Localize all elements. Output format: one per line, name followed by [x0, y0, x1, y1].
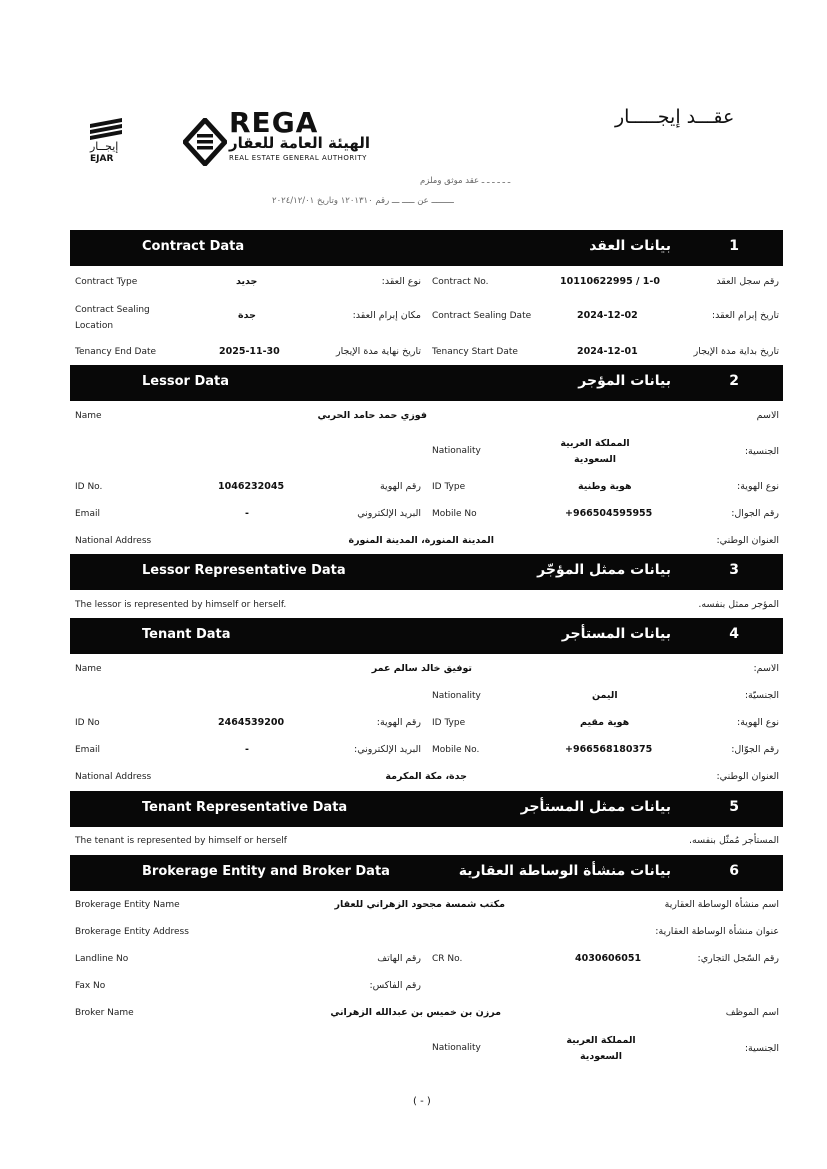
contract-type-value: جديد: [236, 276, 258, 287]
tenant-nationality-label-ar: الجنسيّة:: [744, 690, 779, 701]
section-title-ar: بيانات ممثل المؤجّر: [537, 562, 671, 578]
reference-line-1: ـ ـ ـ ـ ـ ـ عقد موثق وملزم: [420, 176, 511, 186]
broker-nationality-line1: المملكة العربية: [566, 1035, 636, 1046]
lessor-nationality-label: Nationality: [432, 446, 481, 456]
tenancy-start-label-ar: تاريخ بداية مدة الإيجار: [693, 346, 779, 357]
regal-logo: [183, 106, 393, 168]
lessor-id-type-value: هوية وطنية: [578, 481, 632, 492]
section-title-en: Contract Data: [142, 239, 245, 254]
lessor-id-label-ar: رقم الهوية: [379, 481, 421, 492]
broker-nationality-value: [566, 1033, 636, 1065]
lessor-rep-note: The lessor is represented by himself or herself.: [75, 600, 287, 610]
section-number: 2: [729, 373, 739, 389]
tenant-name-label: Name: [75, 664, 102, 674]
sealing-date-label-ar: تاريخ إبرام العقد:: [711, 310, 779, 321]
tenant-id-label: ID No: [75, 718, 100, 728]
tenant-id-label-ar: رقم الهوية:: [376, 717, 421, 728]
section-header-lessor: [70, 365, 783, 401]
lessor-email-label-ar: البريد الإلكتروني: [357, 508, 421, 519]
sealing-location-label: [75, 302, 165, 334]
lessor-address-value: المدينة المنورة، المدينة المنورة: [348, 535, 494, 546]
broker-nationality-label: Nationality: [432, 1043, 481, 1053]
tenant-name-label-ar: الاسم:: [753, 663, 779, 674]
tenant-name-value: توفيق خالد سالم عمر: [371, 663, 472, 674]
section-title-en: Brokerage Entity and Broker Data: [142, 864, 390, 879]
tenant-email-value: -: [245, 744, 249, 755]
tenant-id-value: 2464539200: [218, 717, 285, 728]
section-title-ar: بيانات منشأة الوساطة العقارية: [458, 863, 671, 879]
section-title-ar: بيانات العقد: [589, 238, 671, 254]
tenant-nationality-label: Nationality: [432, 691, 481, 701]
tenant-mobile-value: +966568180375: [565, 744, 653, 755]
brokerage-entity-name-label-ar: اسم منشأة الوساطة العقارية: [664, 899, 779, 910]
section-title-en: Tenant Representative Data: [142, 800, 348, 815]
lessor-id-type-label-ar: نوع الهوية:: [737, 481, 779, 492]
section-header-contract: [70, 230, 783, 266]
cr-label-ar: رقم السّجل التجاري:: [697, 953, 779, 964]
section-header-brokerage: [70, 855, 783, 891]
page-number: ( - ): [413, 1096, 431, 1107]
fax-label-ar: رقم الفاكس:: [369, 980, 421, 991]
brokerage-entity-address-label: Brokerage Entity Address: [75, 927, 189, 937]
ejar-logo: [84, 118, 128, 168]
contract-type-label: Contract Type: [75, 277, 138, 287]
section-number: 3: [729, 562, 739, 578]
section-number: 4: [729, 626, 739, 642]
fax-label: Fax No: [75, 981, 106, 991]
lessor-address-label: National Address: [75, 536, 152, 546]
sealing-date-label: Contract Sealing Date: [432, 311, 532, 321]
section-title-en: Lessor Data: [142, 374, 229, 389]
tenancy-start-label: Tenancy Start Date: [432, 347, 518, 357]
lessor-nationality-line2: السعودية: [573, 454, 616, 465]
section-header-lessor-rep: [70, 554, 783, 590]
broker-name-label: Broker Name: [75, 1008, 134, 1018]
section-title-en: Lessor Representative Data: [142, 563, 346, 578]
lessor-address-label-ar: العنوان الوطني:: [716, 535, 779, 546]
section-title-ar: بيانات ممثل المستأجر: [520, 799, 671, 815]
tenant-nationality-value: اليمن: [592, 690, 618, 701]
tenant-email-label: Email: [75, 745, 100, 755]
regal-english-name: REAL ESTATE GENERAL AUTHORITY: [229, 154, 367, 162]
lessor-mobile-value: +966504595955: [565, 508, 653, 519]
tenant-email-label-ar: البريد الإلكتروني:: [354, 744, 421, 755]
tenant-mobile-label-ar: رقم الجوّال:: [731, 744, 779, 755]
regal-emblem-icon: [183, 118, 227, 166]
landline-label: Landline No: [75, 954, 129, 964]
reference-line-2: ـــــــــ عن ـــــ ـــ رقم ١٢٠١٣١٠ وتاريخ ٢٠٢٤/١٢/٠١: [272, 196, 454, 206]
sealing-date-value: 2024-12-02: [577, 310, 638, 321]
lessor-id-value: 1046232045: [218, 481, 285, 492]
tenant-rep-note: The tenant is represented by himself or herself: [75, 836, 287, 846]
contract-no-value: 10110622995 / 1-0: [560, 276, 660, 287]
brokerage-entity-name-value: مكتب شمسة مجحود الزهراني للعقار: [334, 899, 505, 910]
tenant-id-type-label-ar: نوع الهوية:: [737, 717, 779, 728]
tenant-address-value: جدة، مكة المكرمة: [385, 771, 467, 782]
section-header-tenant-rep: [70, 791, 783, 827]
tenancy-end-value: 2025-11-30: [219, 346, 280, 357]
ejar-arabic: إيجــار: [90, 140, 119, 153]
tenancy-end-label-ar: تاريخ نهاية مدة الإيجار: [336, 346, 421, 357]
lessor-mobile-label-ar: رقم الجوال:: [731, 508, 779, 519]
lessor-email-value: -: [245, 508, 249, 519]
section-title-ar: بيانات المستأجر: [561, 626, 671, 642]
regal-wordmark: REGA: [229, 106, 319, 139]
document-title: عقـــد إيجـــــار: [615, 106, 735, 128]
landline-label-ar: رقم الهاتف: [377, 953, 421, 964]
cr-label: CR No.: [432, 954, 463, 964]
tenant-mobile-label: Mobile No.: [432, 745, 480, 755]
contract-no-label-ar: رقم سجل العقد: [716, 276, 779, 287]
brokerage-entity-address-label-ar: عنوان منشأة الوساطة العقارية:: [655, 926, 779, 937]
sealing-location-label-ar: مكان إبرام العقد:: [352, 310, 421, 321]
tenant-address-label-ar: العنوان الوطني:: [716, 771, 779, 782]
section-title-ar: بيانات المؤجر: [578, 373, 671, 389]
sealing-location-label-text: Contract Sealing Location: [75, 305, 150, 331]
section-number: 5: [729, 799, 739, 815]
tenant-address-label: National Address: [75, 772, 152, 782]
regal-arabic-name: الهيئة العامة للعقار: [229, 134, 371, 152]
section-header-tenant: [70, 618, 783, 654]
section-number: 1: [729, 238, 739, 254]
ejar-stripes-icon: [88, 118, 124, 140]
contract-type-label-ar: نوع العقد:: [381, 276, 421, 287]
lessor-nationality-value: [560, 436, 630, 468]
tenancy-start-value: 2024-12-01: [577, 346, 638, 357]
broker-name-value: مرزن بن خميس بن عبدالله الزهراني: [330, 1007, 501, 1018]
lessor-id-label: ID No.: [75, 482, 103, 492]
lessor-name-value: فوزي حمد حامد الحربي: [317, 410, 427, 421]
tenancy-end-label: Tenancy End Date: [75, 347, 157, 357]
lessor-name-label-ar: الاسم: [756, 410, 779, 421]
lessor-name-label: Name: [75, 411, 102, 421]
cr-value: 4030606051: [575, 953, 642, 964]
lessor-nationality-line1: المملكة العربية: [560, 438, 630, 449]
tenant-id-type-value: هوية مقيم: [580, 717, 630, 728]
lessor-nationality-label-ar: الجنسية:: [744, 446, 779, 457]
section-title-en: Tenant Data: [142, 627, 231, 642]
broker-nationality-line2: السعودية: [579, 1051, 622, 1062]
sealing-location-value: جدة: [238, 310, 256, 321]
contract-no-label: Contract No.: [432, 277, 489, 287]
section-number: 6: [729, 863, 739, 879]
lessor-rep-note-ar: المؤجر ممثل بنفسه.: [698, 599, 779, 610]
tenant-rep-note-ar: المستأجر مُمثّل بنفسه.: [689, 835, 779, 846]
lessor-mobile-label: Mobile No: [432, 509, 477, 519]
broker-name-label-ar: اسم الموظف: [725, 1007, 779, 1018]
ejar-english: EJAR: [90, 154, 114, 164]
brokerage-entity-name-label: Brokerage Entity Name: [75, 900, 180, 910]
tenant-id-type-label: ID Type: [432, 718, 466, 728]
lessor-email-label: Email: [75, 509, 100, 519]
lessor-id-type-label: ID Type: [432, 482, 466, 492]
broker-nationality-label-ar: الجنسية:: [744, 1043, 779, 1054]
